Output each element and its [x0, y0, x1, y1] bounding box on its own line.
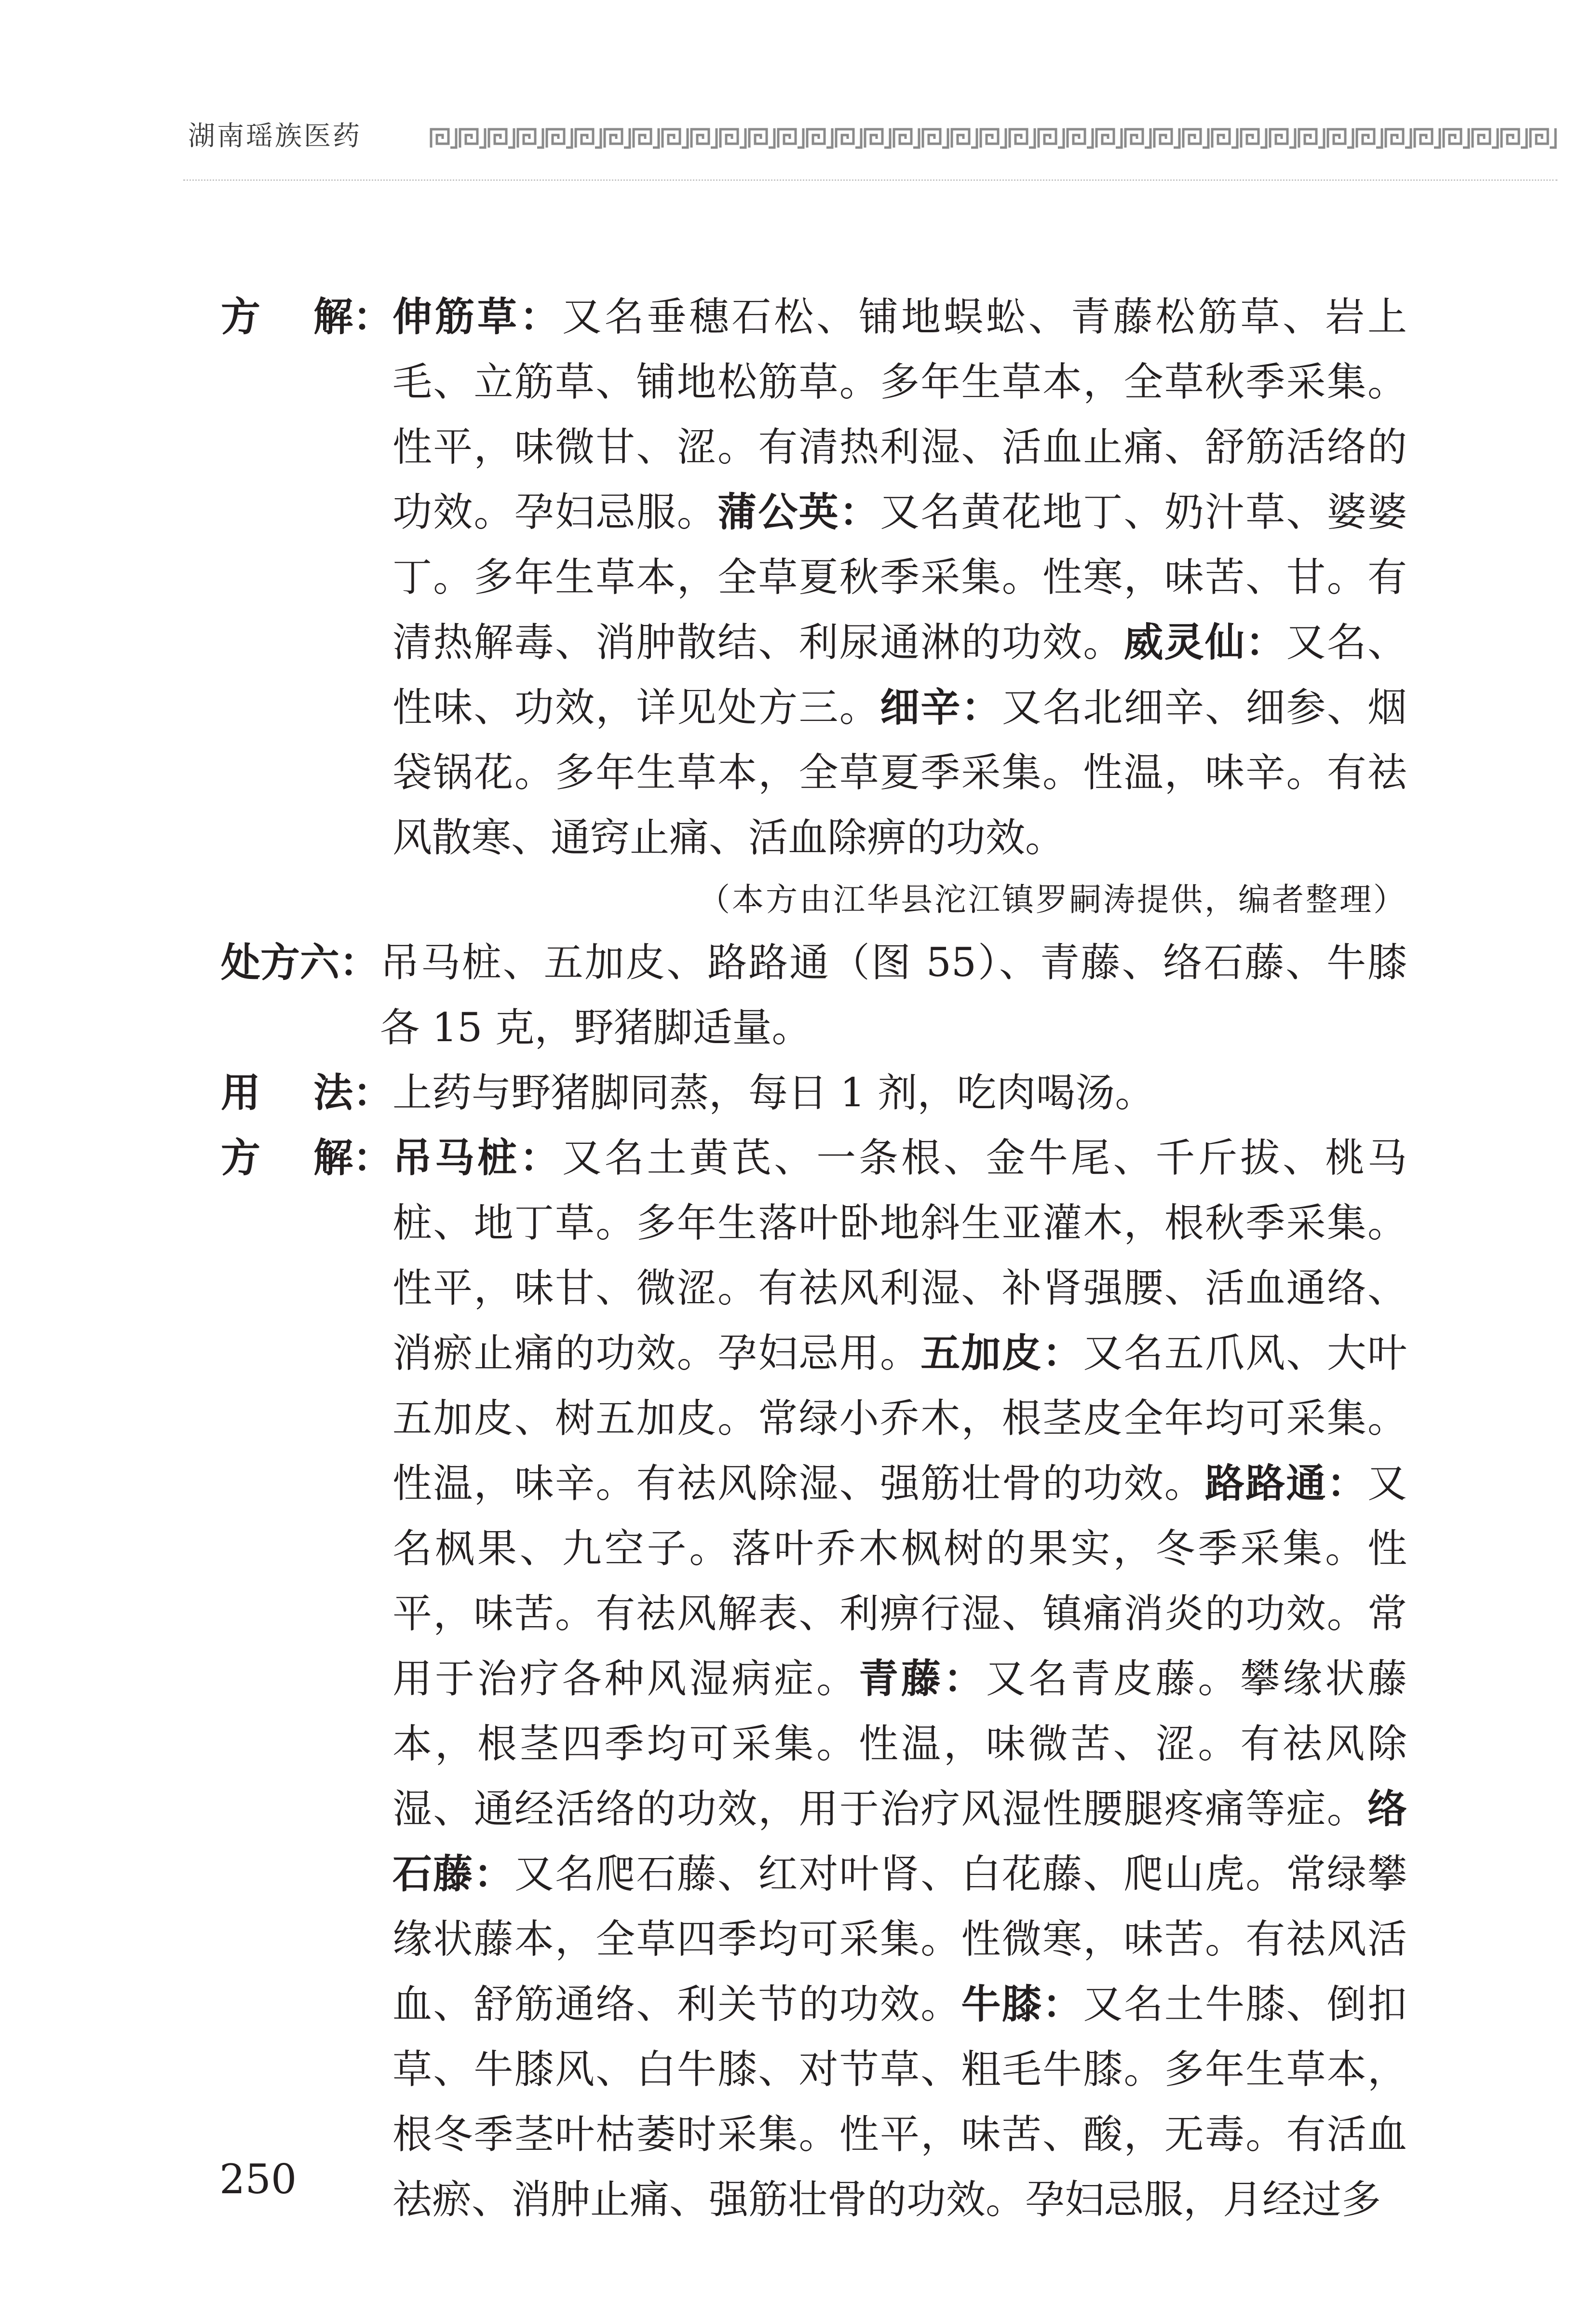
entry-body: 吊马桩、五加皮、路路通（图 55）、青藤、络石藤、牛膝各 15 克，野猪脚适量。: [380, 940, 1407, 1051]
herb-description: 又名、性味、功效，详见处方三。: [392, 620, 1407, 731]
entry-fangjie-2: [221, 1126, 1407, 2232]
header-ornament-border: [429, 124, 1557, 151]
herb-description: 又名垂穗石松、铺地蜈蚣、青藤松筋草、岩上毛、立筋草、铺地松筋草。多年生草本，全草秋季采集。性平，味微甘、涩。有清热利湿、活血止痛、舒筋活络的功效。孕妇忌服。: [392, 294, 1407, 535]
herb-description: 又名土黄芪、一条根、金牛尾、千斤拔、桃马桩、地丁草。多年生落叶卧地斜生亚灌木，根秋季采集。性平，味甘、微涩。有祛风利湿、补肾强腰、活血通络、消瘀止痛的功效。孕妇忌用。: [392, 1135, 1407, 1376]
herb-name: 牛膝：: [961, 1982, 1083, 2027]
herb-description: 又名爬石藤、红对叶肾、白花藤、爬山虎。常绿攀缘状藤本，全草四季均可采集。性微寒，味苦。有祛风活血、舒筋通络、利关节的功效。: [392, 1851, 1407, 2027]
herb-name: 细辛：: [880, 685, 1002, 731]
source-note: （本方由江华县沱江镇罗嗣涛提供，编者整理）: [698, 881, 1407, 918]
entry-label: 用 法：: [221, 1070, 393, 1116]
herb-name: 吊马桩：: [392, 1135, 562, 1181]
entry-usage: [221, 1060, 1407, 1126]
herb-name: 五加皮：: [920, 1331, 1083, 1376]
herb-description: 又名枫果、九空子。落叶乔木枫树的果实，冬季采集。性平，味苦。有祛风解表、利痹行湿、镇痛消炎的功效。常用于治疗各种风湿病症。: [392, 1461, 1407, 1702]
herb-name: 路路通：: [1204, 1461, 1367, 1507]
entry-body: [392, 1126, 1407, 2232]
entry-body: 上药与野猪脚同蒸，每日 1 剂，吃肉喝汤。: [392, 1070, 1155, 1116]
herb-name: 威灵仙：: [1123, 620, 1286, 665]
herb-name: 蒲公英：: [717, 489, 880, 535]
running-header-title: 湖南瑶族医药: [188, 121, 362, 152]
entry-label: 处方六：: [221, 940, 379, 986]
herb-description: 又名五爪风、大叶五加皮、树五加皮。常绿小乔木，根茎皮全年均可采集。性温，味辛。有祛风除湿、强筋壮骨的功效。: [392, 1331, 1407, 1507]
herb-description: 又名黄花地丁、奶汁草、婆婆丁。多年生草本，全草夏秋季采集。性寒，味苦、甘。有清热解毒、消肿散结、利尿通淋的功效。: [392, 489, 1407, 665]
page-number: 250: [219, 2156, 297, 2203]
header-rule: [183, 179, 1557, 181]
entry-label: 方 解：: [221, 294, 393, 340]
herb-description: 又名青皮藤。攀缘状藤本，根茎四季均可采集。性温，味微苦、涩。有祛风除湿、通经活络的功效，用于治疗风湿性腰腿疼痛等症。: [392, 1656, 1407, 1832]
page-body: [221, 285, 1407, 2232]
herb-name: 伸筋草：: [392, 294, 562, 340]
entry-label: 方 解：: [221, 1135, 393, 1181]
entry-body: [392, 285, 1407, 870]
entry-fangjie-1: [221, 285, 1407, 870]
entry-prescription-6: [221, 930, 1407, 1060]
herb-description: 又名北细辛、细参、烟袋锅花。多年生草本，全草夏季采集。性温，味辛。有祛风散寒、通窍止痛、活血除痹的功效。: [392, 685, 1407, 861]
herb-name: 青藤：: [859, 1656, 986, 1702]
herb-description: 又名土牛膝、倒扣草、牛膝风、白牛膝、对节草、粗毛牛膝。多年生草本，根冬季茎叶枯萎时采集。性平，味苦、酸，无毒。有活血祛瘀、消肿止痛、强筋壮骨的功效。孕妇忌服，月经过多: [392, 1982, 1407, 2223]
herb-name: 络石藤：: [392, 1786, 1407, 1897]
